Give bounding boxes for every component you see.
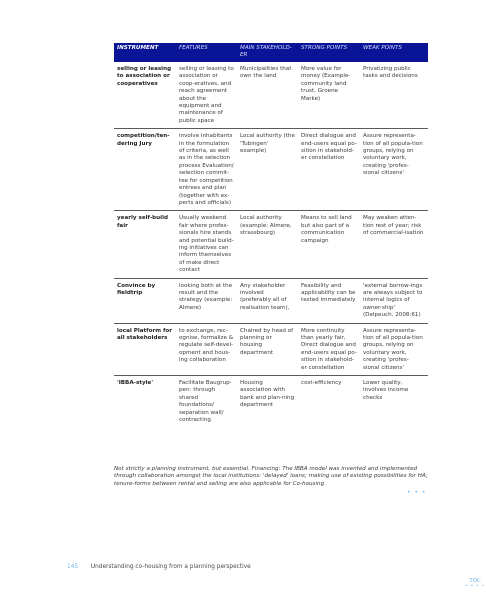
table-row (114, 323, 428, 375)
instrument-cell: 'IBBA-style' (114, 376, 176, 428)
table-header-row (114, 43, 428, 62)
strong-points-cell: More continuity than yearly fair, Direct dialogue and end-users equal po-sition in stakehold-er constellation (298, 323, 360, 375)
instrument-cell: competition/ten-dering Jury (114, 129, 176, 211)
header-main-stakeholder: MAIN STAKEHOLD-ER (237, 43, 298, 62)
table-row (114, 129, 428, 211)
toc-dots: • • • • (465, 583, 486, 588)
header-features: FEATURES (176, 43, 237, 62)
running-title: Understanding co-housing from a planning perspective (90, 564, 251, 570)
table-row (114, 376, 428, 428)
header-instrument: INSTRUMENT (114, 43, 176, 62)
stakeholder-cell: Housing association with bank and plan-ning department (237, 376, 298, 428)
weak-points-cell: 'external borrow-ings are always subject to internal logics of owner-ship' (Delpeuch, 2008:61) (360, 278, 428, 323)
features-cell: Facilitate Baugrup-pen: through shared foundations/ separation wall/ contracting (176, 376, 237, 428)
toc-label: TOC (469, 578, 481, 584)
stakeholder-cell: Any stakeholder involved (preferably all of realisation team), (237, 278, 298, 323)
continuation-dots: • • • (407, 489, 427, 496)
table-row (114, 278, 428, 323)
weak-points-cell: Assure representa-tion of all popula-tion groups, relying on voluntary work, creating 'profes-sional citizens' (360, 323, 428, 375)
strong-points-cell: More value for money (Example-community land trust, Groene Marke) (301, 66, 351, 102)
header-strong-points: STRONG POINTS (298, 43, 360, 62)
strong-points-cell: Means to sell land but also part of a communication campaign (298, 211, 360, 278)
weak-points-cell: May weaken atten-tion rest of year; risk of commercial-isation (360, 211, 428, 278)
table-row (114, 211, 428, 278)
stakeholder-cell: Municipalities that own the land (240, 66, 292, 80)
features-cell: to exchange, rec-ognise, formalize & regulate self-devel-opment and hous-ing collaboration (176, 323, 237, 375)
weak-points-cell: Assure representa-tion of all popula-tion groups, relying on voluntary work, creating 'profes-sional citizens' (360, 129, 428, 211)
stakeholder-cell: Local authority (example: Almere, strassbourg) (237, 211, 298, 278)
features-cell: looking both at the result and the strategy (example: Almere) (176, 278, 237, 323)
instrument-cell: yearly self-build fair (114, 211, 176, 278)
strong-points-cell: Direct dialogue and end-users equal po-sition in stakehold-er constellation (298, 129, 360, 211)
weak-points-cell: Privatizing public tasks and decisions (363, 66, 418, 80)
strong-points-cell: cost-efficiency (298, 376, 360, 428)
features-cell: Usually weekend fair where profes-sionals hire stands and potential build-ing initiatives can inform themselves of make direct contact (176, 211, 237, 278)
toc-link[interactable] (465, 578, 485, 588)
instrument-cell: selling or leasing to association or cooperatives (117, 66, 172, 87)
stakeholder-cell: Chaired by head of planning or housing department (237, 323, 298, 375)
instrument-table (114, 43, 428, 427)
page-footer (67, 564, 251, 570)
table-row (114, 62, 428, 129)
stakeholder-cell: Local authority (the 'Tubingen' example) (237, 129, 298, 211)
header-weak-points: WEAK POINTS (360, 43, 428, 62)
features-cell: involve inhabitants in the formulation of criteria, as well as in the selection process Evaluation/ selection commit-tee for competition entrees and plan (together with ex-perts and officials) (176, 129, 237, 211)
instrument-cell: Convince by fieldtrip (114, 278, 176, 323)
table-footnote: Not strictly a planning instrument, but essential. Financing: The IBBA model was invented and implemented through collaboration amongst the local institutions: 'delayed' loans; making use of existing possibilities for HA; tenure-forms between rental and selling are also applicable for Co-housing (114, 466, 428, 487)
instrument-table-container (114, 43, 428, 427)
features-cell: selling or leasing to association or coop-eratives, and reach agreement about the equipment and maintenance of public space (179, 66, 234, 124)
strong-points-cell: Feasibility and applicability can be tested immediately (298, 278, 360, 323)
page-number: 145 (67, 564, 79, 570)
weak-points-cell: Lower quality, involves income checks (360, 376, 428, 428)
instrument-cell: local Platform for all stakeholders (114, 323, 176, 375)
